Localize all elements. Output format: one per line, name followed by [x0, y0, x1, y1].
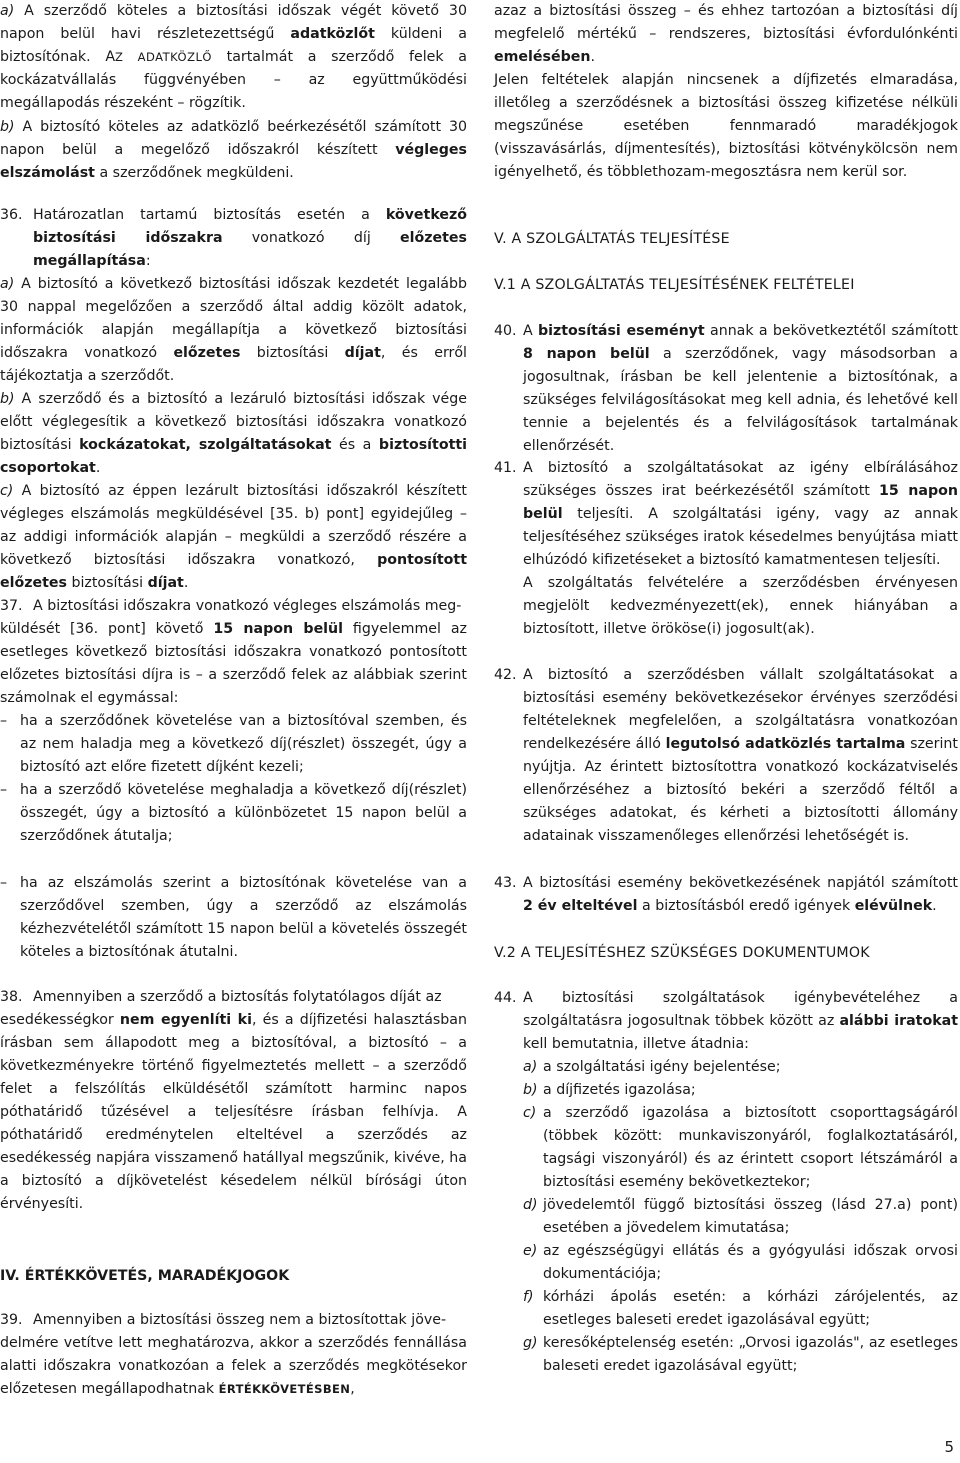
- document-item: b) a díjfizetés igazolása;: [523, 1082, 696, 1098]
- section-heading-v1: V.1 A SZOLGÁLTATÁS TELJESÍTÉSÉNEK FELTÉTELEI: [494, 277, 855, 293]
- section-heading-iv: IV. ÉRTÉKKÖVETÉS, MARADÉKJOGOK: [0, 1268, 290, 1284]
- clause-37-item-2: – ha a szerződő követelése meghaladja a következő díj(részlet) összegét, úgy a biztosító a különbözetet 15 napon belül a szerződőnek átutalja;: [0, 779, 467, 848]
- clause-number: 44.: [494, 990, 517, 1006]
- clause-37-item-3-block: [0, 872, 467, 964]
- continuation-paragraph: azaz a biztosítási összeg – és ehhez tartozóan a biztosítási díj megfelelő mértékű – rendszeres, biztosítási évfordulónkénti emelésében. Jelen feltételek alapján nincsenek a díjfizetés elmaradása, illetőleg a szerződésnek a biztosítási összeg kifizetése nélküli megszűnése esetében fennmaradó maradékjogok (visszavásárlás, díjmentesítés), biztosítási kötvénykölcsön nem igényelhető, és többlethozam-megosztásra nem kerül sor.: [494, 0, 958, 184]
- clause-37-item-1: – ha a szerződőnek követelése van a biztosítóval szemben, és az nem haladja meg a következő díj(részlet) összegét, úgy a biztosító azt előre fizetett díjként kezeli;: [0, 710, 467, 779]
- document-item: a) a szolgáltatási igény bejelentése;: [523, 1059, 781, 1075]
- clause-40: 40. A biztosítási eseményt annak a bekövetkeztétől számított 8 napon belül a szerződőnek, vagy másodsorban a jogosultnak, írásban be kell jelentenie a biztosítónak, a szükséges felvilágosításokat meg kell adnia, és lehetővé kell tennie a bejelentés és a felvilágosítások tartalmának ellenőrzését.: [494, 320, 958, 458]
- clause-number: 40.: [494, 323, 517, 339]
- document-list: [523, 1056, 958, 1378]
- beneficiary-paragraph: A szolgáltatás felvételére a szerződésben érvényesen megjelölt kedvezményezett(ek), ennek hiányában a biztosított, illetve örököse(i) jogosult(ak).: [523, 575, 958, 637]
- clause-number: 43.: [494, 875, 517, 891]
- page-number: 5: [944, 1438, 954, 1456]
- document-item: d) jövedelemtől függő biztosítási összeg (lásd 27.a) pont) esetében a jövedelem kimutatása;: [523, 1197, 958, 1236]
- clause-42: 42. A biztosító a szerződésben vállalt szolgáltatásokat a biztosítási esemény bekövetkezésekor érvényes szerződési feltételeknek megfelelően, a szolgáltatásra vonatkozóan rendelkezésére álló legutolsó adatközlés tartalma szerint nyújtja. Az érintett biztosítottra vonatkozó kockázatviselés ellenőrzéséhez a biztosító bekéri a szerződő féltől a szükséges adatokat, és kérheti a biztosítotti állomány adatainak visszamenőleges ellenőrzési lehetőségét is.: [494, 664, 958, 848]
- section-heading-v2: V.2 A TELJESÍTÉSHEZ SZÜKSÉGES DOKUMENTUMOK: [494, 945, 870, 961]
- clause-43: 43. A biztosítási esemény bekövetkezésének napjától számított 2 év elteltével a biztosításból eredő igények elévülnek.: [494, 872, 958, 918]
- clause-38: 38. Amennyiben a szerződő a biztosítás folytatólagos díját az esedékességkor nem egyenlíti ki, és a díjfizetési halasztásban írásban sem állapodott meg a biztosítóval, a biztosító – a következményekre történő figyelmeztetés mellett – a szerződő felet a felszólítás elküldésétől számított harminc napos póthatáridő tűzésével a teljesítésre írásban felhívja. A póthatáridő eredménytelen elteltével a szerződés az esedékesség napjára visszamenő hatállyal megszűnik, kivéve, ha a biztosító a díjkövetelést késedelem nélkül bírósági úton érvényesíti.: [0, 986, 467, 1216]
- residual-rights-paragraph: Jelen feltételek alapján nincsenek a díjfizetés elmaradása, illetőleg a szerződésnek a biztosítási összeg kifizetése nélküli megszűnése esetében fennmaradó maradékjogok (visszavásárlás, díjmentesítés), biztosítási kötvénykölcsön nem igényelhető, és többlethozam-megosztásra nem kerül sor.: [494, 72, 958, 180]
- section-heading-v: V. A SZOLGÁLTATÁS TELJESÍTÉSE: [494, 231, 730, 247]
- clause-44: 44. A biztosítási szolgáltatások igénybevételéhez a szolgáltatásra jogosultnak többek között az alábbi iratokat kell bemutatnia, illetve átadnia: a) a szolgáltatási igény bejelentése; b) a díjfizetés igazolása; c) a szerződő igazolása a biztosított csoporttagságáról (többek között: munkaviszonyáról, foglalkoztatásáról, tagsági viszonyáról) és az érintett csoport létszámáról a biztosítási esemény bekövetkeztekor; d) jövedelemtől függő biztosítási összeg (lásd 27.a) pont) esetében a jövedelem kimutatása; e) az egészségügyi ellátás és a gyógyulási időszak orvosi dokumentációja; f) kórházi ápolás esetén: a kórházi zárójelentés, az esetleges baleseti eredet igazolásával együtt; g) keresőképtelenség esetén: „Orvosi igazolás", az esetleges baleseti eredet igazolásával együtt;: [494, 987, 958, 1378]
- clause-39: 39. Amennyiben a biztosítási összeg nem a biztosítottak jöve- delmére vetítve lett meghatározva, akkor a szerződés fennállása alatti időszakra vonatkozóan a felek a szerződés megkötésekor előzetesen megállapodhatnak ÉRTÉKKÖVETÉSBEN,: [0, 1309, 467, 1401]
- clause-36: 36. Határozatlan tartamú biztosítás esetén a következő biztosítási időszakra vonatkozó díj előzetes megállapítása: a) A biztosító a következő biztosítási időszak kezdetét legalább 30 nappal megelőzően a szerződő által addig közölt adatok, információk alapján megállapítja a következő biztosítási időszakra vonatkozó előzetes biztosítási díjat, és erről tájékoztatja a szerződőt. b) A szerződő és a biztosító a lezáruló biztosítási időszak vége előtt véglegesítik a következő biztosítási időszakra vonatkozó biztosítási kockázatokat, szolgáltatásokat és a biztosítotti csoportokat. c) A biztosító az éppen lezárult biztosítási időszakról készített végleges elszámolás megküldésével [35. b) pont] egyidejűleg – az addigi információk alapján – megküldi a szerződő részére a következő biztosítási időszakra vonatkozó, pontosított előzetes biztosítási díjat.: [0, 204, 467, 595]
- clause-35b: b) A biztosító köteles az adatközlő beérkezésétől számított 30 napon belül a megelőző időszakról készített végleges elszámolást a szerződőnek megküldeni.: [0, 119, 467, 181]
- clause-37: 37. A biztosítási időszakra vonatkozó végleges elszámolás meg- küldését [36. pont] követő 15 napon belül figyelemmel az esetleges következő biztosítási időszakra vonatkozó pontosított előzetes biztosítási díjra is – a szerződő felek az alábbiak szerint számolnak el egymással: – ha a szerződőnek követelése van a biztosítóval szemben, és az nem haladja meg a következő díj(részlet) összegét, úgy a biztosító azt előre fizetett díjként kezeli; – ha a szerződő követelése meghaladja a következő díj(részlet) összegét, úgy a biztosító a különbözetet 15 napon belül a szerződőnek átutalja;: [0, 595, 467, 848]
- clause-number: 41.: [494, 460, 517, 476]
- clause-number: 37.: [0, 598, 23, 614]
- document-item: c) a szerződő igazolása a biztosított csoporttagságáról (többek között: munkaviszonyáról, foglalkoztatásáról, tagsági viszonyáról) és az érintett csoport létszámáról a biztosítási esemény bekövetkeztekor;: [523, 1105, 958, 1190]
- clause-35a: a) A szerződő köteles a biztosítási időszak végét követő 30 napon belül havi részletezettségű adatközlőt küldeni a biztosítónak. AZ ADATKÖZLŐ tartalmát a szerződő felek a kockázatvállalás függvényében – az együttműködési megállapodás részeként – rögzítik.: [0, 3, 467, 111]
- clause-number: 38.: [0, 989, 23, 1005]
- clause-number: 39.: [0, 1312, 23, 1328]
- clause-37-item-3: – ha az elszámolás szerint a biztosítónak követelése van a szerződővel szemben, úgy a szerződő az elszámolás kézhezvételétől számított 15 napon belül a követelés összegét köteles a biztosítónak átutalni.: [0, 872, 467, 964]
- clause-number: 36.: [0, 207, 23, 223]
- clause-41: 41. A biztosító a szolgáltatásokat az igény elbírálásához szükséges összes irat beérkezésétől számított 15 napon belül teljesíti. A szolgáltatási igény, vagy az annak teljesítéséhez szükséges iratok késedelmes benyújtása miatt elhúzódó kifizetéseket a biztosító kamatmentesen teljesíti. A szolgáltatás felvételére a szerződésben érvényesen megjelölt kedvezményezett(ek), ennek hiányában a biztosított, illetve örököse(i) jogosult(ak).: [494, 457, 958, 641]
- document-item: f) kórházi ápolás esetén: a kórházi zárójelentés, az esetleges baleseti eredet igazolásával együtt;: [523, 1289, 958, 1328]
- document-item: g) keresőképtelenség esetén: „Orvosi igazolás", az esetleges baleseti eredet igazolásával együtt;: [523, 1335, 958, 1374]
- clause-number: 42.: [494, 667, 517, 683]
- document-item: e) az egészségügyi ellátás és a gyógyulási időszak orvosi dokumentációja;: [523, 1243, 958, 1282]
